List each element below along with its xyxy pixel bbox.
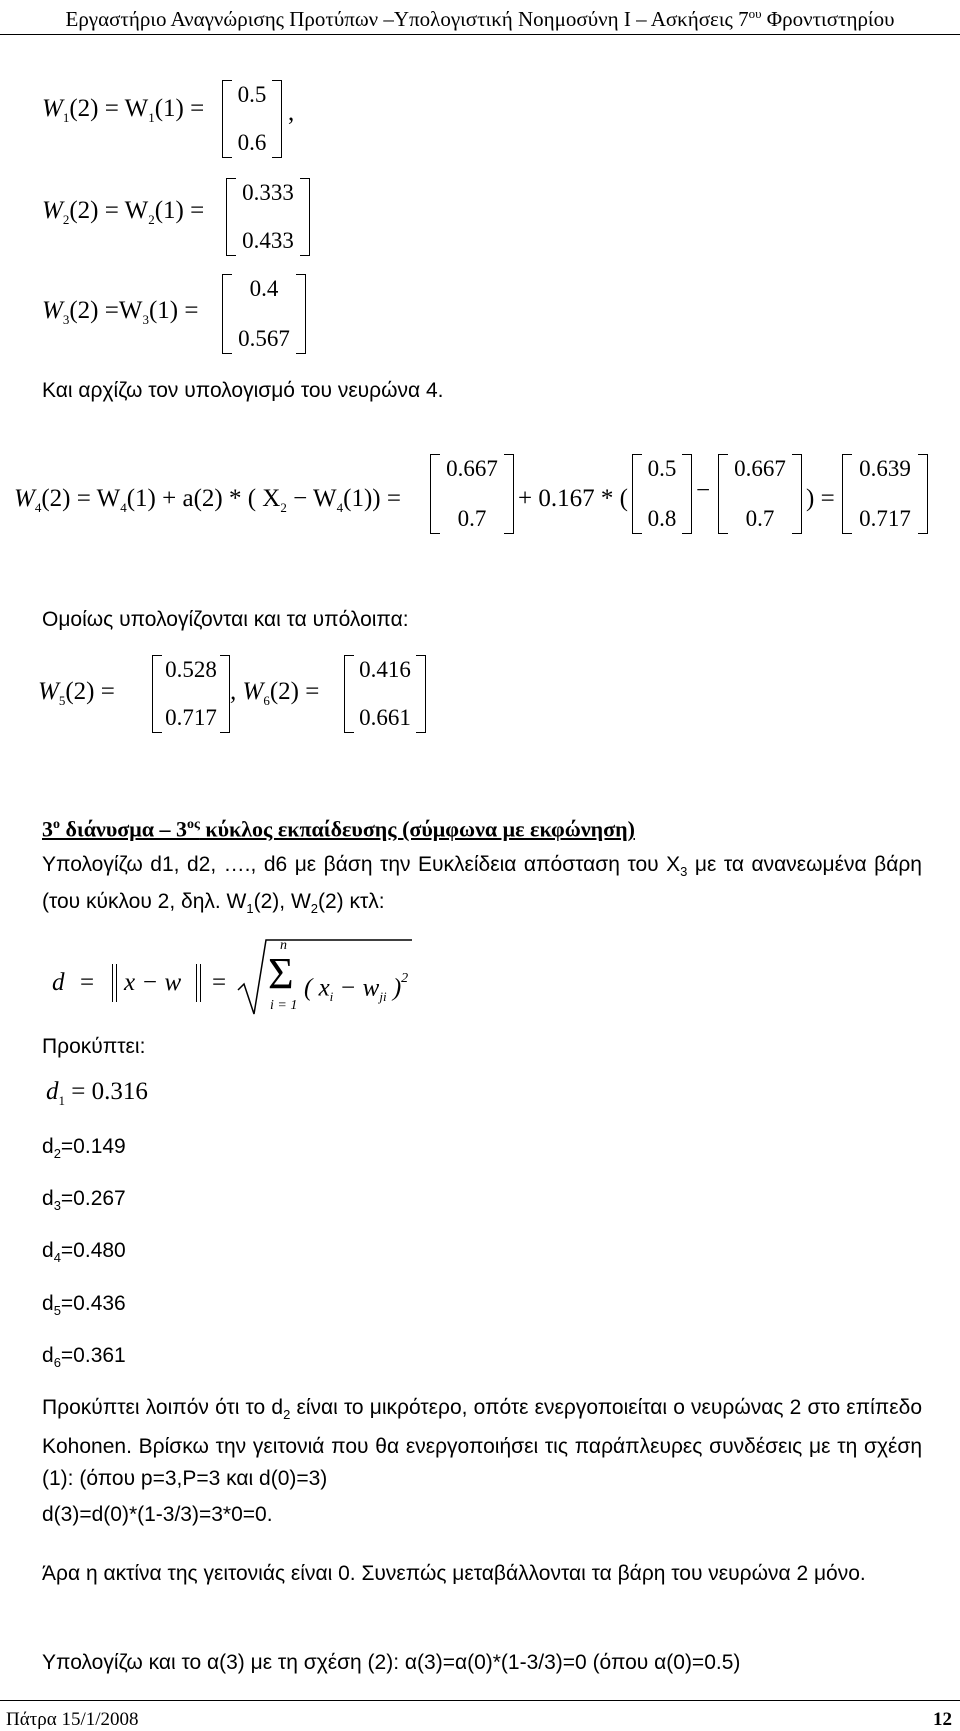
matrix-cell: 0.667 [734,456,786,481]
distance-val: =0.267 [60,1187,126,1211]
matrix-cell: 0.416 [359,657,411,682]
w4-part1-sub: 4 [120,500,127,515]
header-title-sup: ου [748,6,762,21]
matrix-cell: 0.4 [249,276,279,301]
w2-mid: (2) = W [69,197,149,224]
matrix-w1 [222,80,282,158]
distance-symbol: d [42,1135,54,1158]
w3-subscript: 3 [62,312,70,327]
equation-w6 [230,677,319,710]
w1-rhs: (1) = [154,95,205,122]
matrix-cell: 0.5 [647,456,677,481]
d1-symbol: d [46,1078,59,1105]
formula-body [304,968,408,1006]
section-mid: διάνυσμα – 3 [60,816,187,842]
body-jisub: ji [379,989,387,1005]
para1-sub: 2 [283,1407,291,1423]
w3-mid: (2) =W [69,297,143,324]
equation-w2 [42,196,204,229]
matrix-w2 [226,178,310,256]
paragraph-4: Υπολογίζω και το α(3) με τη σχέση (2): α(3)=α(0)*(1-3/3)=0 (όπου α(0)=0.5) [42,1651,741,1674]
matrix-cell: 0.8 [647,506,677,531]
w4-symbol: W [14,485,35,512]
section-end: κύκλος εκπαίδευσης (σύμφωνα με εκφώνηση) [199,816,635,842]
formula-d: d [52,969,65,996]
body-close: ) [386,974,402,1002]
distance-symbol: d [42,1343,54,1367]
header-title-end: Φροντιστηρίου [761,7,895,31]
d1-val: = 0.316 [65,1078,148,1105]
paragraph-3: Άρα η ακτίνα της γειτονιάς είναι 0. Συνεπώς μεταβάλλονται τα βάρη του νευρώνα 2 μόνο. [42,1562,866,1585]
matrix-cell: 0.6 [237,130,267,155]
distance-item [42,1228,126,1280]
w4-part4: (1)) = [343,485,401,512]
matrix-w6 [344,655,426,733]
compute-a: Υπολογίζω d1, d2, …., d6 με βάση την Ευκλείδεια απόσταση του X [42,853,681,876]
page-footer [0,1700,960,1731]
w3-rhs: (1) = [148,297,199,324]
page-header [0,0,960,35]
section-heading [42,810,922,844]
body-square: 2 [401,971,409,986]
sum-sign: Σ [268,949,294,998]
header-title: Εργαστήριο Αναγνώρισης Προτύπων –Υπολογιστική Νοημοσύνη Ι – Ασκήσεις 7 [65,7,749,31]
distance-symbol: d [42,1291,54,1315]
d1-subscript: 1 [58,1093,65,1108]
w1-symbol: W [42,95,63,122]
w2-msub: 2 [148,212,155,227]
w3-symbol: W [42,297,63,324]
compute-w1sub: 1 [246,901,254,917]
matrix-cell: 0.567 [238,326,290,351]
compute-b: με τα ανανεωμένα βάρη (του κύκλου 2, δηλ. W [42,853,922,914]
w4-part2-sub: 2 [280,500,287,515]
matrix-cell: 0.717 [859,506,911,531]
matrix-w3 [222,274,306,354]
body-x: ( x [304,974,330,1002]
w6-subscript: 6 [263,693,270,708]
distance-sub: 2 [53,1146,61,1162]
w4-part1: (2) = W [41,485,121,512]
w4-part3-sub: 4 [336,500,344,515]
page-number: 12 [933,1709,952,1730]
matrix-cell: 0.667 [446,456,498,481]
w6-symbol: , W [230,678,264,705]
equation-w5 [38,677,115,710]
w1-subscript: 1 [62,110,70,125]
w4-part3: − W [286,485,337,512]
equation-w4 [14,484,401,517]
section-sup1: ο [53,817,60,832]
distance-sub: 5 [53,1302,61,1318]
text-compute [42,850,922,924]
w2-subscript: 2 [62,212,70,227]
footer-date: Πάτρα 15/1/2008 [6,1709,139,1730]
w1-mid: (2) = W [69,95,149,122]
distance-symbol: d [42,1239,54,1263]
body-w: − w [333,974,380,1002]
w1-msub: 1 [148,110,155,125]
paragraph-2: d(3)=d(0)*(1-3/3)=3*0=0. [42,1503,273,1526]
matrix-cell: 0.7 [745,506,775,531]
equation-w3 [42,296,198,329]
equation-w1 [42,94,204,127]
matrix-cell: 0.661 [359,705,411,730]
w4-close: ) = [806,485,835,512]
matrix-w4-3 [718,454,802,534]
matrix-w4-1 [430,454,514,534]
compute-c: (2), W [253,890,311,914]
distance-item [42,1124,126,1176]
distance-sub: 4 [53,1250,61,1266]
text-similarly: Ομοίως υπολογίζονται και τα υπόλοιπα: [42,608,409,631]
matrix-w4-result [842,454,928,534]
formula-norm: x − w [124,969,182,996]
matrix-cell: 0.5 [237,82,267,107]
matrix-w5 [152,655,230,733]
distance-val: =0.361 [60,1343,126,1367]
formula-eq2: = [212,969,227,996]
sum-upper: n [280,938,287,953]
distance-val: =0.436 [60,1291,126,1315]
distance-sub: 6 [53,1354,61,1370]
compute-w2sub: 2 [310,901,318,917]
distance-sub: 3 [53,1198,61,1214]
matrix-cell: 0.717 [165,705,217,730]
d1-value [46,1077,148,1110]
results-label: Προκύπτει: [42,1035,146,1058]
matrix-cell: 0.433 [242,228,294,253]
formula-eq: = [80,969,95,996]
matrix-cell: 0.7 [457,506,487,531]
para1-a: Προκύπτει λοιπόν ότι το d [42,1396,284,1419]
w2-symbol: W [42,197,63,224]
norm-bar-left [112,964,117,1002]
w5-rest: (2) = [65,678,115,705]
distance-list [42,1124,126,1385]
distance-item [42,1333,126,1385]
para1-b: είναι το μικρότερο, οπότε ενεργοποιείται ο νευρώνας 2 στο επίπεδο Kohonen. Βρίσκω την γειτονιά που θα ενεργοποιήσει τις παράπλευρες συνδέσεις με τη σχέση (1): (όπου p=3,P=3 και d(0)=3) [42,1396,923,1491]
w6-rest: (2) = [269,678,320,705]
distance-formula [40,928,420,1018]
w5-symbol: W [38,678,59,705]
section-pre: 3 [42,816,53,842]
matrix-cell: 0.333 [242,180,294,205]
distance-val: =0.149 [60,1135,126,1158]
matrix-w4-2 [632,454,692,534]
w2-rhs: (1) = [154,197,205,224]
w4-minus: − [696,477,711,504]
w1-tail: , [288,99,295,126]
norm-bar-right [196,964,201,1002]
w5-subscript: 5 [58,693,66,708]
w3-msub: 3 [142,312,149,327]
distance-symbol: d [42,1187,54,1211]
sum-lower: i = 1 [270,998,298,1013]
compute-sub: 3 [680,864,688,880]
w4-part2: (1) + a(2) * ( X [126,485,281,512]
compute-d: (2) κτλ: [318,890,385,914]
body-isub: i [329,989,334,1005]
matrix-cell: 0.639 [859,456,911,481]
text-neuron4: Και αρχίζω τον υπολογισμό του νευρώνα 4. [42,379,444,402]
matrix-cell: 0.528 [165,657,217,682]
paragraph-1 [42,1392,922,1495]
w4-subscript: 4 [34,500,42,515]
distance-val: =0.480 [60,1239,126,1263]
w4-operator: + 0.167 * ( [518,485,628,512]
section-sup2: ος [186,817,200,832]
distance-item [42,1281,126,1333]
distance-item [42,1176,126,1228]
